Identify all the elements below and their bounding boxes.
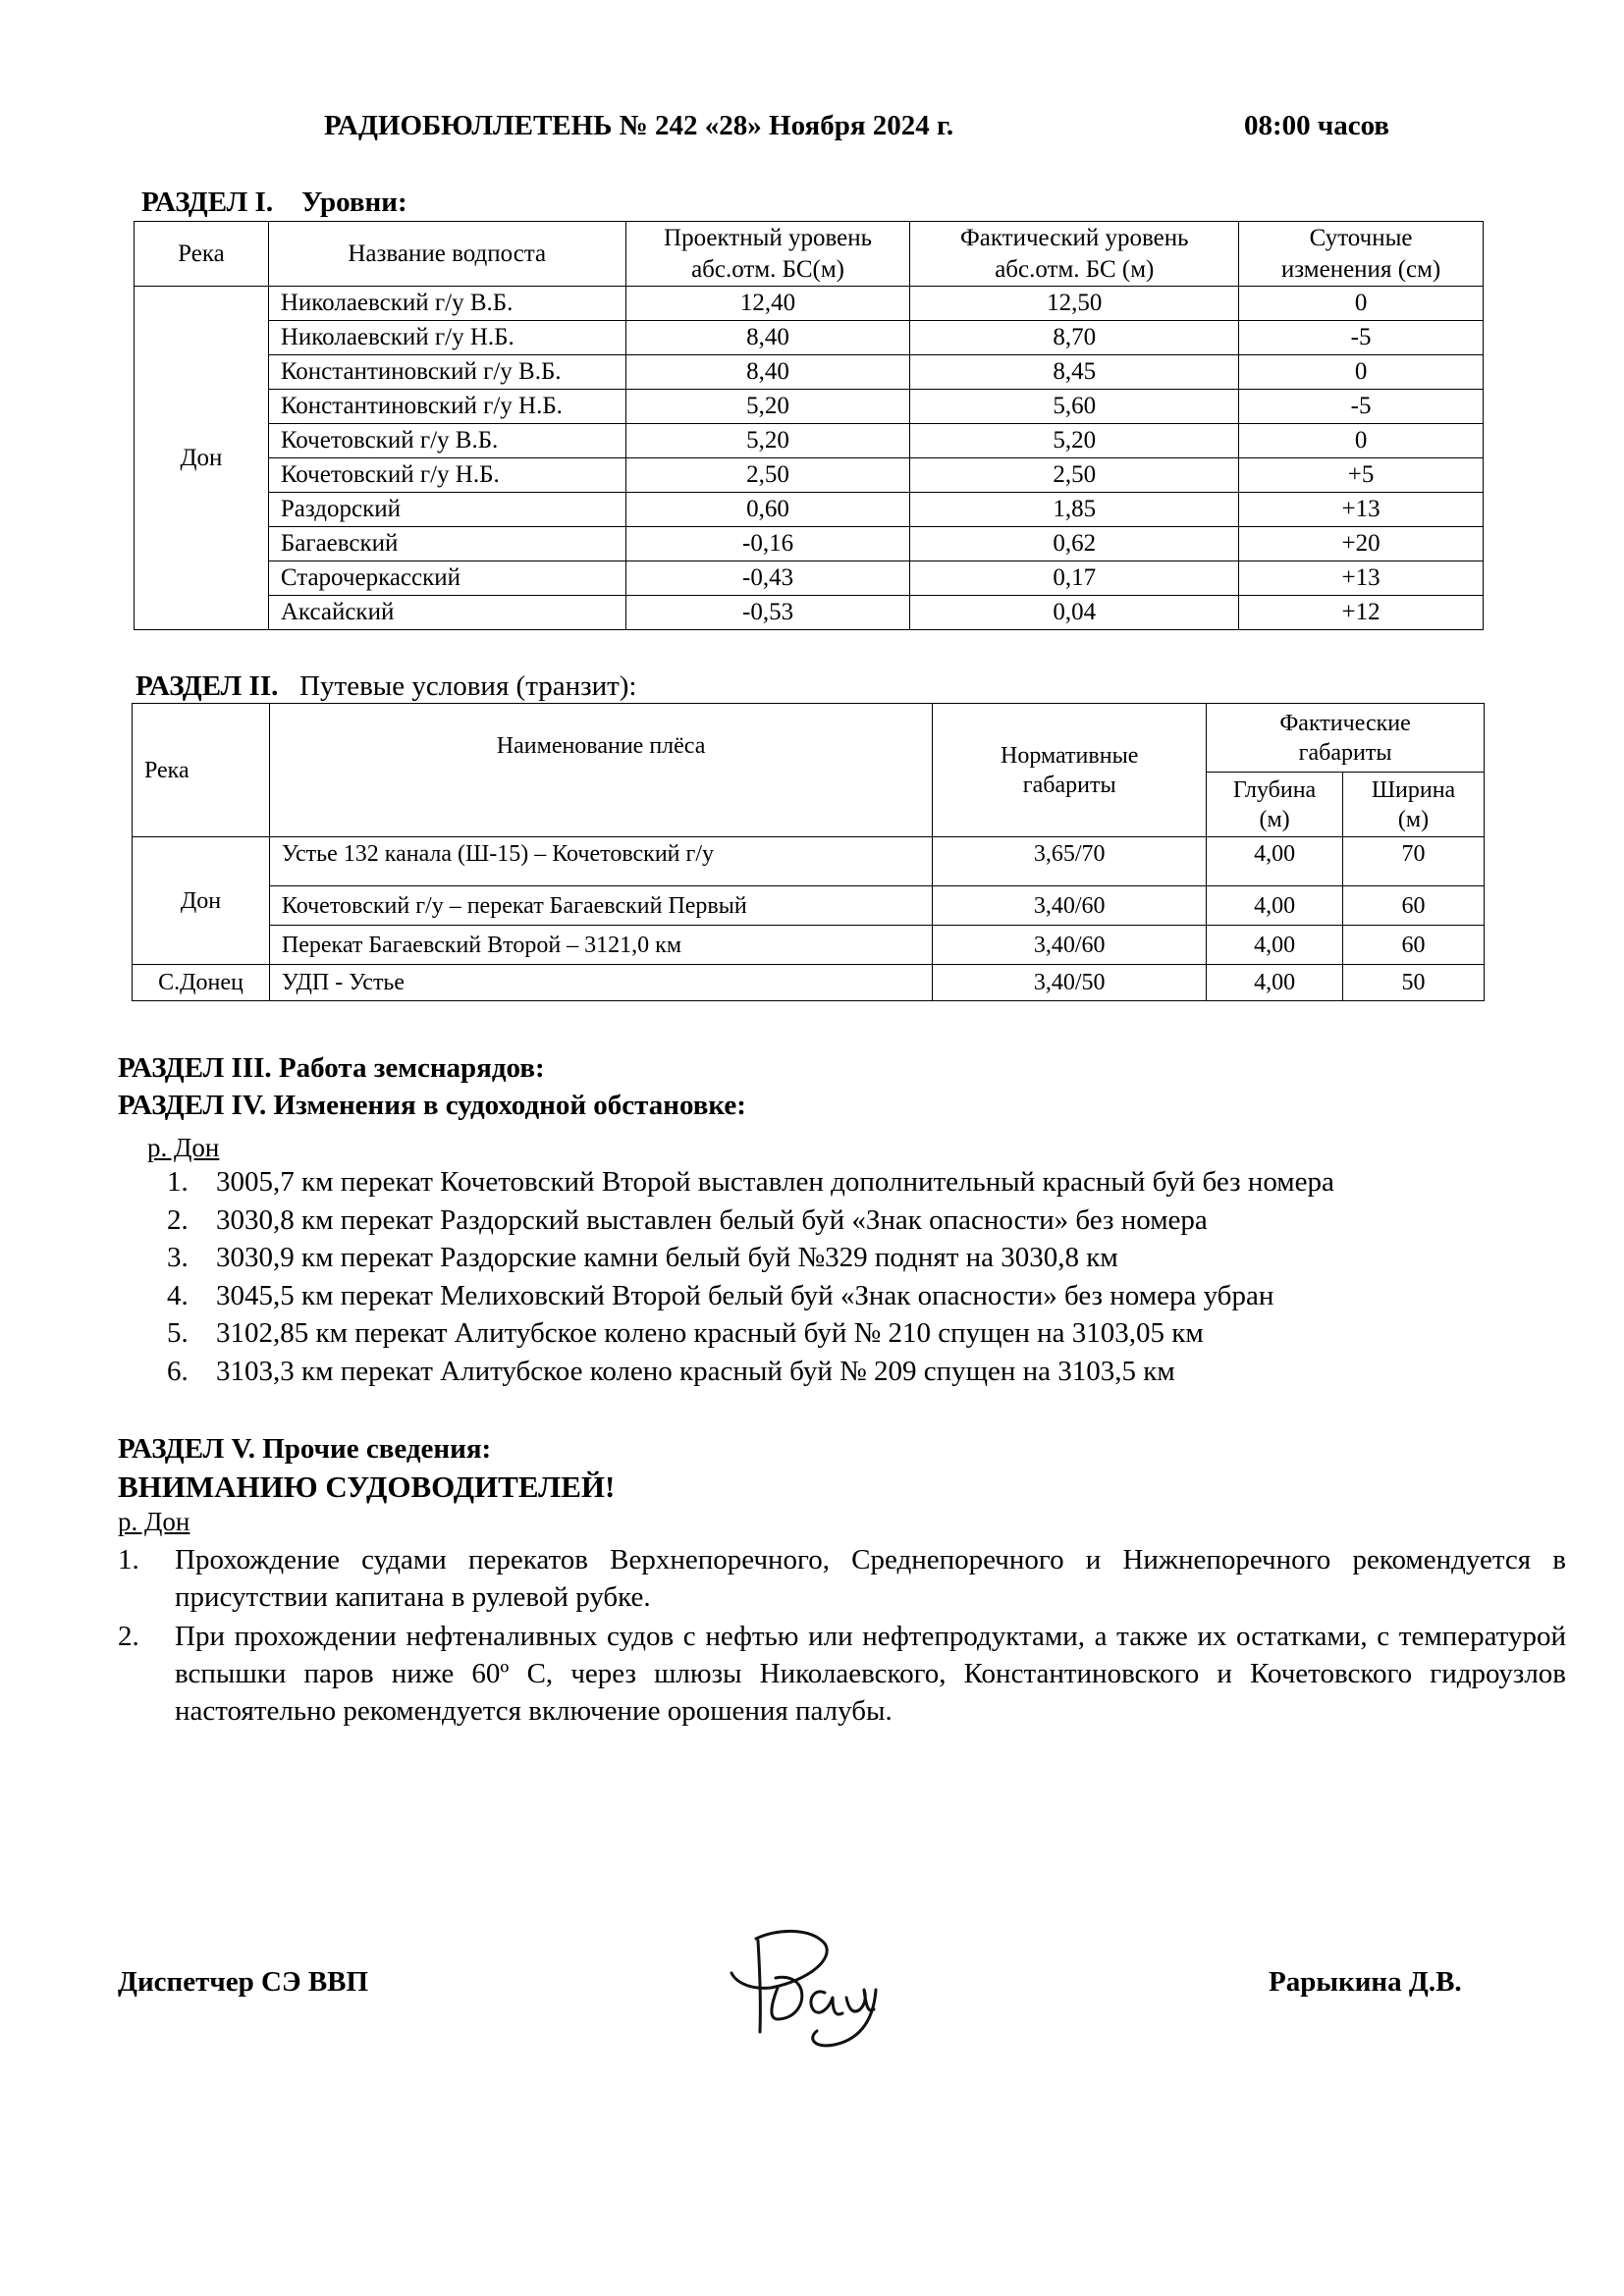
section1-label: РАЗДЕЛ I. <box>141 187 274 218</box>
design-level: 5,20 <box>625 390 910 424</box>
table-row <box>133 886 1485 926</box>
design-level: 8,40 <box>625 355 910 390</box>
post-name: Старочеркасский <box>268 561 625 596</box>
actual-level: 5,60 <box>910 390 1239 424</box>
col-daily-change: Суточные изменения (см) <box>1239 222 1484 287</box>
table-row <box>135 390 1484 424</box>
col-depth: Глубина (м) <box>1207 773 1343 837</box>
section2-heading <box>135 670 636 703</box>
norm-dimensions: 3,40/60 <box>933 886 1207 926</box>
actual-level: 0,62 <box>910 527 1239 561</box>
daily-change: 0 <box>1239 287 1484 321</box>
reach-name: Устье 132 канала (Ш-15) – Кочетовский г/у <box>269 837 932 886</box>
list-item: 1. 3005,7 км перекат Кочетовский Второй выставлен дополнительный красный буй без номера <box>167 1166 1334 1198</box>
section1-title: Уровни: <box>301 187 407 218</box>
actual-level: 2,50 <box>910 458 1239 493</box>
daily-change: 0 <box>1239 355 1484 390</box>
post-name: Константиновский г/у В.Б. <box>268 355 625 390</box>
section5-river: р. Дон <box>118 1507 190 1536</box>
post-name: Николаевский г/у Н.Б. <box>268 321 625 355</box>
daily-change: +13 <box>1239 561 1484 596</box>
bulletin-title: РАДИОБЮЛЛЕТЕНЬ № 242 «28» Ноября 2024 г. <box>324 110 954 141</box>
table-row <box>135 596 1484 630</box>
signer-position: Диспетчер СЭ ВВП <box>118 1966 369 1998</box>
transit-header-row-1 <box>133 704 1485 773</box>
norm-dimensions: 3,65/70 <box>933 837 1207 886</box>
list-item: 5. 3102,85 км перекат Алитубское колено красный буй № 210 спущен на 3103,05 км <box>167 1317 1204 1350</box>
table-row <box>135 287 1484 321</box>
section4-river: р. Дон <box>147 1133 220 1162</box>
daily-change: +13 <box>1239 493 1484 527</box>
col-width: Ширина (м) <box>1343 773 1485 837</box>
design-level: 12,40 <box>625 287 910 321</box>
river-cell: Дон <box>135 287 269 630</box>
changes-list <box>167 1166 1334 1394</box>
handwritten-signature <box>717 1919 962 2066</box>
depth: 4,00 <box>1207 926 1343 965</box>
width: 60 <box>1343 926 1485 965</box>
post-name: Багаевский <box>268 527 625 561</box>
norm-dimensions: 3,40/60 <box>933 926 1207 965</box>
section2-label: РАЗДЕЛ II. <box>135 670 279 702</box>
design-level: -0,16 <box>625 527 910 561</box>
actual-level: 5,20 <box>910 424 1239 458</box>
actual-level: 0,04 <box>910 596 1239 630</box>
table-row <box>135 355 1484 390</box>
table-row <box>135 458 1484 493</box>
depth: 4,00 <box>1207 837 1343 886</box>
table-row <box>133 965 1485 1001</box>
width: 60 <box>1343 886 1485 926</box>
col-post-name: Название водпоста <box>268 222 625 287</box>
actual-level: 0,17 <box>910 561 1239 596</box>
bulletin-header <box>324 110 1424 149</box>
design-level: 2,50 <box>625 458 910 493</box>
daily-change: +5 <box>1239 458 1484 493</box>
section1-heading <box>141 187 407 219</box>
list-item: 4. 3045,5 км перекат Мелиховский Второй белый буй «Знак опасности» без номера убран <box>167 1279 1274 1311</box>
daily-change: -5 <box>1239 321 1484 355</box>
list-item: 1. Прохождение судами перекатов Верхнепоречного, Среднепоречного и Нижнепоречного рекомендуется в присутствии капитана в рулевой рубке. <box>118 1544 1566 1613</box>
depth: 4,00 <box>1207 886 1343 926</box>
post-name: Кочетовский г/у В.Б. <box>268 424 625 458</box>
col-reach-name: Наименование плёса <box>269 704 932 837</box>
table-row <box>133 926 1485 965</box>
daily-change: 0 <box>1239 424 1484 458</box>
table-row <box>135 321 1484 355</box>
daily-change: +20 <box>1239 527 1484 561</box>
transit-table <box>132 703 1485 1001</box>
list-item: 6. 3103,3 км перекат Алитубское колено красный буй № 209 спущен на 3103,5 км <box>167 1355 1175 1387</box>
daily-change: +12 <box>1239 596 1484 630</box>
signer-name: Рарыкина Д.В. <box>1269 1966 1462 1998</box>
col-design-level: Проектный уровень абс.отм. БС(м) <box>625 222 910 287</box>
river-cell: Дон <box>133 837 270 965</box>
post-name: Аксайский <box>268 596 625 630</box>
table-row <box>135 561 1484 596</box>
actual-level: 12,50 <box>910 287 1239 321</box>
norm-dimensions: 3,40/50 <box>933 965 1207 1001</box>
design-level: 8,40 <box>625 321 910 355</box>
actual-level: 8,70 <box>910 321 1239 355</box>
daily-change: -5 <box>1239 390 1484 424</box>
design-level: -0,43 <box>625 561 910 596</box>
table-row <box>135 493 1484 527</box>
design-level: -0,53 <box>625 596 910 630</box>
section3-heading: РАЗДЕЛ III. Работа земснарядов: <box>118 1052 545 1084</box>
reach-name: УДП - Устье <box>269 965 932 1001</box>
bulletin-time: 08:00 часов <box>1244 110 1390 141</box>
section2-title: Путевые условия (транзит): <box>299 670 637 702</box>
width: 50 <box>1343 965 1485 1001</box>
table-row <box>133 837 1485 886</box>
section4-heading: РАЗДЕЛ IV. Изменения в судоходной обстановке: <box>118 1090 746 1121</box>
col-river: Река <box>135 222 269 287</box>
post-name: Раздорский <box>268 493 625 527</box>
post-name: Кочетовский г/у Н.Б. <box>268 458 625 493</box>
width: 70 <box>1343 837 1485 886</box>
col-actual-level: Фактический уровень абс.отм. БС (м) <box>910 222 1239 287</box>
actual-level: 1,85 <box>910 493 1239 527</box>
levels-header-row <box>135 222 1484 287</box>
col-actual-dimensions: Фактические габариты <box>1207 704 1485 773</box>
notices-list <box>118 1541 1566 1732</box>
col-norm-dimensions: Нормативные габариты <box>933 704 1207 837</box>
list-item: 2. 3030,8 км перекат Раздорский выставлен белый буй «Знак опасности» без номера <box>167 1203 1208 1236</box>
attention-heading: ВНИМАНИЮ СУДОВОДИТЕЛЕЙ! <box>118 1469 616 1504</box>
post-name: Николаевский г/у В.Б. <box>268 287 625 321</box>
depth: 4,00 <box>1207 965 1343 1001</box>
design-level: 0,60 <box>625 493 910 527</box>
river-cell: С.Донец <box>133 965 270 1001</box>
levels-table <box>134 221 1484 630</box>
list-item: 2. При прохождении нефтеналивных судов с нефтью или нефтепродуктами, а также их остатками, с температурой вспышки паров ниже 60º С, через шлюзы Николаевского, Константиновского и Кочетовского гидроузлов настоятельно рекомендуется включение орошения палубы. <box>118 1621 1566 1727</box>
section5-heading: РАЗДЕЛ V. Прочие сведения: <box>118 1433 492 1465</box>
post-name: Константиновский г/у Н.Б. <box>268 390 625 424</box>
table-row <box>135 527 1484 561</box>
actual-level: 8,45 <box>910 355 1239 390</box>
list-item: 3. 3030,9 км перекат Раздорские камни белый буй №329 поднят на 3030,8 км <box>167 1242 1118 1274</box>
table-row <box>135 424 1484 458</box>
design-level: 5,20 <box>625 424 910 458</box>
col-river: Река <box>133 704 270 837</box>
reach-name: Перекат Багаевский Второй – 3121,0 км <box>269 926 932 965</box>
reach-name: Кочетовский г/у – перекат Багаевский Первый <box>269 886 932 926</box>
